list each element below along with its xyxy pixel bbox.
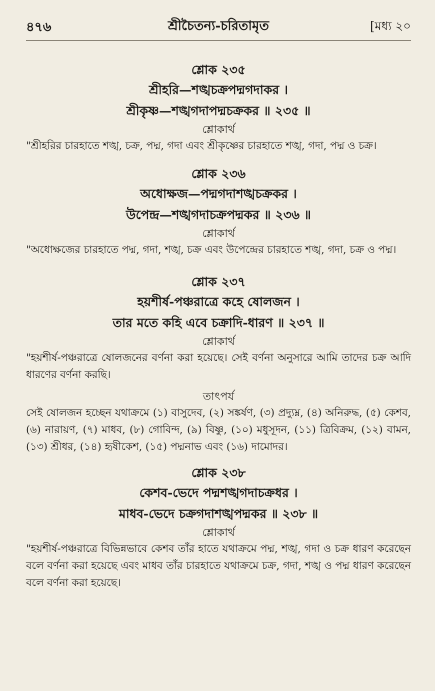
- purport-text: সেই ষোলজন হচ্ছেন যথাক্রমে (১) বাসুদেব, (২) সঙ্কর্ষণ, (৩) প্রদ্যুম্ন, (৪) অনিরুদ্ধ, (৫) কেশব, (৬) নারায়ণ, (৭) মাধব, (৮) গোবিন্দ, (৯) বিষ্ণু, (১০) মধুসূদন, (১১) ত্রিবিক্রম, (১২) বামন, (১৩) শ্রীধর, (১৪) হৃষীকেশ, (১৫) পদ্মনাভ এবং (১৬) দামোদর।: [26, 407, 411, 453]
- verse-236: [26, 165, 411, 259]
- page-header: [26, 14, 411, 41]
- verse-line: শ্রীহরি—শঙ্খচক্রপদ্মগদাকর ।: [149, 82, 288, 97]
- verse-line: মাধব-ভেদে চক্রগদাশঙ্খপদ্মকর ॥ ২৩৮ ॥: [118, 506, 319, 521]
- book-title: শ্রীচৈতন্য-চরিতামৃত: [167, 19, 270, 34]
- translation-text: "হয়শীর্ষ-পঞ্চরাত্রে বিভিন্নভাবে কেশব তাঁর হাতে যথাক্রমে পদ্ম, শঙ্খ, গদা ও চক্র ধারণ করেছেন বলে বর্ণনা করা হয়েছে এবং মাধব তাঁর চারহাতে যথাক্রমে চক্র, গদা, শঙ্খ ও পদ্ম ধারণ করেছেন বলে বর্ণনা করা হয়েছে।: [26, 543, 411, 589]
- translation-text: "হয়শীর্ষ-পঞ্চরাত্রে ষোলজনের বর্ণনা করা হয়েছে। সেই বর্ণনা অনুসারে আমি তাদের চক্র আদি ধারণের বর্ণনা করছি।: [26, 352, 411, 381]
- purport-label: তাৎপর্য: [202, 390, 235, 403]
- translation-label: শ্লোকার্থ: [202, 335, 235, 348]
- verse-number: শ্লোক ২৩৫: [191, 62, 246, 77]
- verse-line: হয়শীর্ষ-পঞ্চরাত্রে কহে ষোলজন ।: [137, 294, 300, 309]
- verse-number: শ্লোক ২৩৮: [191, 465, 246, 480]
- verse-line: অধোক্ষজ—পদ্মগদাশঙ্খচক্রকর ।: [140, 186, 297, 201]
- page-number: ৪৭৬: [26, 20, 52, 35]
- verse-number: শ্লোক ২৩৬: [191, 166, 246, 181]
- verse-238: [26, 464, 411, 592]
- translation-label: শ্লোকার্থ: [202, 227, 235, 240]
- translation-text: "শ্রীহরির চারহাতে শঙ্খ, চক্র, পদ্ম, গদা এবং শ্রীকৃষ্ণের চারহাতে শঙ্খ, গদা, পদ্ম ও চক্র।: [26, 140, 377, 152]
- verse-line: উপেন্দ্র—শঙ্খগদাচক্রপদ্মকর ॥ ২৩৬ ॥: [126, 207, 311, 222]
- verse-line: কেশব-ভেদে পদ্মশঙ্খগদাচক্রধর ।: [139, 485, 298, 500]
- chapter-marker: [মধ্য ২০: [370, 19, 411, 33]
- translation-label: শ্লোকার্থ: [202, 526, 235, 539]
- verse-line: তার মতে কহি এবে চক্রাদি-ধারণ ॥ ২৩৭ ॥: [112, 315, 325, 330]
- translation-label: শ্লোকার্থ: [202, 123, 235, 136]
- translation-text: "অধোক্ষজের চারহাতে পদ্ম, গদা, শঙ্খ, চক্র এবং উপেন্দ্রের চারহাতে শঙ্খ, গদা, চক্র ও পদ্ম।: [26, 244, 397, 256]
- verse-number: শ্লোক ২৩৭: [191, 274, 246, 289]
- verse-235: [26, 61, 411, 155]
- verse-line: শ্রীকৃষ্ণ—শঙ্খগদাপদ্মচক্রকর ॥ ২৩৫ ॥: [126, 103, 311, 118]
- verse-237: [26, 273, 411, 456]
